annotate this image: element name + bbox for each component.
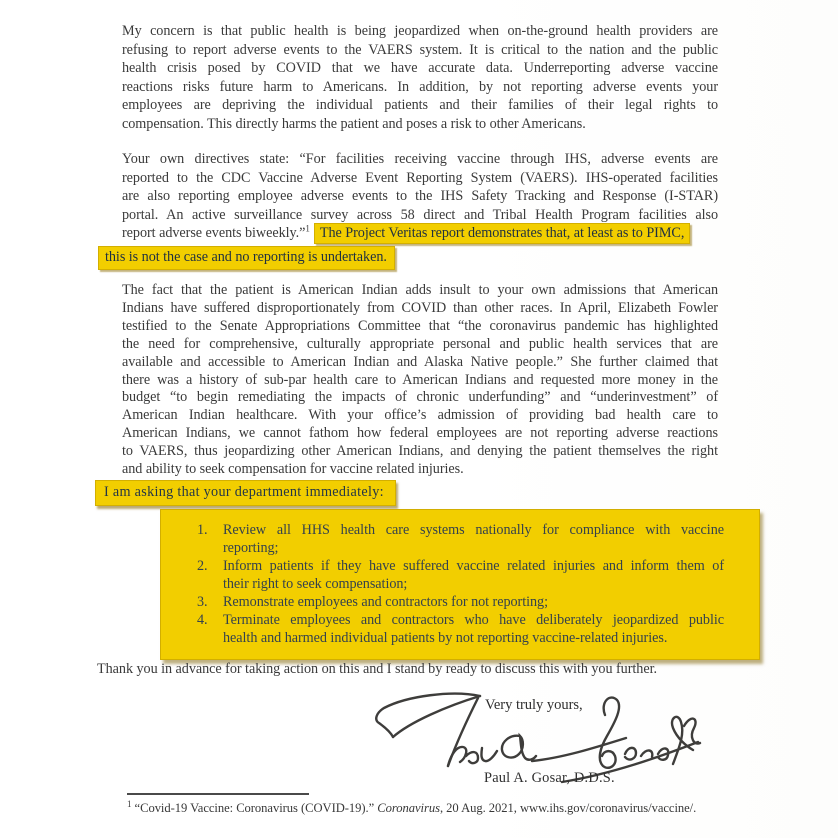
demand-item-2 xyxy=(160,557,742,593)
text-line: Indians have suffered disproportionately from COVID than other races. In April, Elizabeth Fowler xyxy=(122,299,718,316)
typed-signature-name: Paul A. Gosar, D.D.S. xyxy=(484,770,615,786)
text-line: available and accessible to American Indian and Alaska Native people.” She further claimed that xyxy=(122,353,718,370)
demand-text xyxy=(223,611,724,647)
text-line: American Indians, we cannot fathom how federal employees are not reporting adverse reactions xyxy=(122,425,718,442)
demand-text xyxy=(223,521,724,557)
footnote-reference-mark: 1 xyxy=(305,223,310,234)
text-line: The fact that the patient is American Indian adds insult to your own admissions that American xyxy=(122,282,718,298)
demands-highlight-block xyxy=(160,509,760,660)
text-line: health and harmed individual patients by not reporting vaccine-related injuries. xyxy=(223,630,668,646)
footnote xyxy=(127,798,767,816)
footnote-divider-rule xyxy=(127,793,309,795)
highlight-request-intro: I am asking that your department immediately: xyxy=(95,480,396,506)
text-line: testified to the Senate Appropriations Committee that “the coronavirus pandemic has highlighted xyxy=(122,317,718,334)
request-intro-wrapper xyxy=(95,480,396,506)
demand-item-4 xyxy=(160,611,742,647)
closing-thank-you-line: Thank you in advance for taking action on this and I stand by ready to discuss this with you further. xyxy=(97,661,657,677)
paragraph-public-health-concern xyxy=(122,22,718,134)
text-line: the need for comprehensive, culturally appropriate personal and public health services that are xyxy=(122,335,718,352)
demand-text xyxy=(223,557,724,593)
text-line: Your own directives state: “For facilities receiving vaccine through IHS, adverse events are xyxy=(122,151,718,167)
demand-number: 2. xyxy=(197,558,208,574)
text-line: employees are depriving the individual patients and their families of their legal rights to xyxy=(122,97,718,114)
text-line: American Indian healthcare. With your office’s admission of providing bad health care to xyxy=(122,407,718,424)
text-line: reporting; xyxy=(223,540,279,556)
text-line: and ability to seek compensation for vaccine related injuries. xyxy=(122,461,464,478)
text-line: their right to seek compensation; xyxy=(223,576,408,592)
demand-number: 1. xyxy=(197,522,208,538)
highlight-no-reporting: this is not the case and no reporting is undertaken. xyxy=(98,246,395,270)
text-line: My concern is that public health is being jeopardized when on-the-ground health providers are xyxy=(122,23,718,39)
text-line: refusing to report adverse events to the VAERS system. It is critical to the nation and the public xyxy=(122,41,718,58)
text-line: reported to the CDC Vaccine Adverse Event Reporting System (VAERS). IHS-operated facilities xyxy=(122,169,718,186)
text-line: Inform patients if they have suffered vaccine related injuries and inform them of xyxy=(223,558,724,574)
text-line: health crisis posed by COVID that we have accurate data. Underreporting adverse vaccine xyxy=(122,60,718,77)
demand-item-1 xyxy=(160,521,742,557)
text-line: reactions risks future harm to Americans. In addition, by not reporting adverse events your xyxy=(122,78,718,95)
paragraph-american-indian-healthcare xyxy=(122,282,718,479)
paragraph-directives-lines xyxy=(122,150,718,224)
text-line: compensation. This directly harms the patient and poses a risk to other Americans. xyxy=(122,115,586,132)
paragraph-directives xyxy=(105,150,718,270)
footnote-citation-italic: Coronavirus xyxy=(377,801,440,815)
footnote-marker: 1 xyxy=(127,798,132,809)
text-line: Terminate employees and contractors who have deliberately jeopardized public xyxy=(223,612,724,628)
text-line: are also reporting employee adverse events to the IHS Safety Tracking and Response (I-STAR) xyxy=(122,188,718,205)
demand-item-3 xyxy=(160,593,742,611)
line-no-reporting xyxy=(105,246,718,270)
demand-number: 3. xyxy=(197,594,208,610)
demand-text xyxy=(223,593,724,611)
highlight-project-veritas: The Project Veritas report demonstrates that, at least as to PIMC, xyxy=(314,223,690,244)
text-line: Remonstrate employees and contractors for not reporting; xyxy=(223,594,548,610)
text-line: to VAERS, thus jeopardizing other American Indians, and denying the patient themselves the right xyxy=(122,443,718,460)
text-line: Review all HHS health care systems nationally for compliance with vaccine xyxy=(223,522,724,538)
text-line: portal. An active surveillance survey across 58 direct and Tribal Health Program facilities also xyxy=(122,206,718,223)
line-biweekly-and-highlight xyxy=(122,224,718,243)
line-biweekly-text: report adverse events biweekly.” xyxy=(122,225,306,242)
footnote-citation-text: “Covid-19 Vaccine: Coronavirus (COVID-19).” xyxy=(131,801,378,815)
footnote-citation-tail: , 20 Aug. 2021, www.ihs.gov/coronavirus/vaccine/. xyxy=(439,801,697,815)
text-line: budget “to begin remediating the impacts of chronic underfunding” and “underinvestment” of xyxy=(122,389,718,406)
demand-number: 4. xyxy=(197,612,208,628)
valediction: Very truly yours, xyxy=(485,697,583,713)
text-line: there was a history of sub-par health care to American Indians and requested more money in the xyxy=(122,371,718,388)
